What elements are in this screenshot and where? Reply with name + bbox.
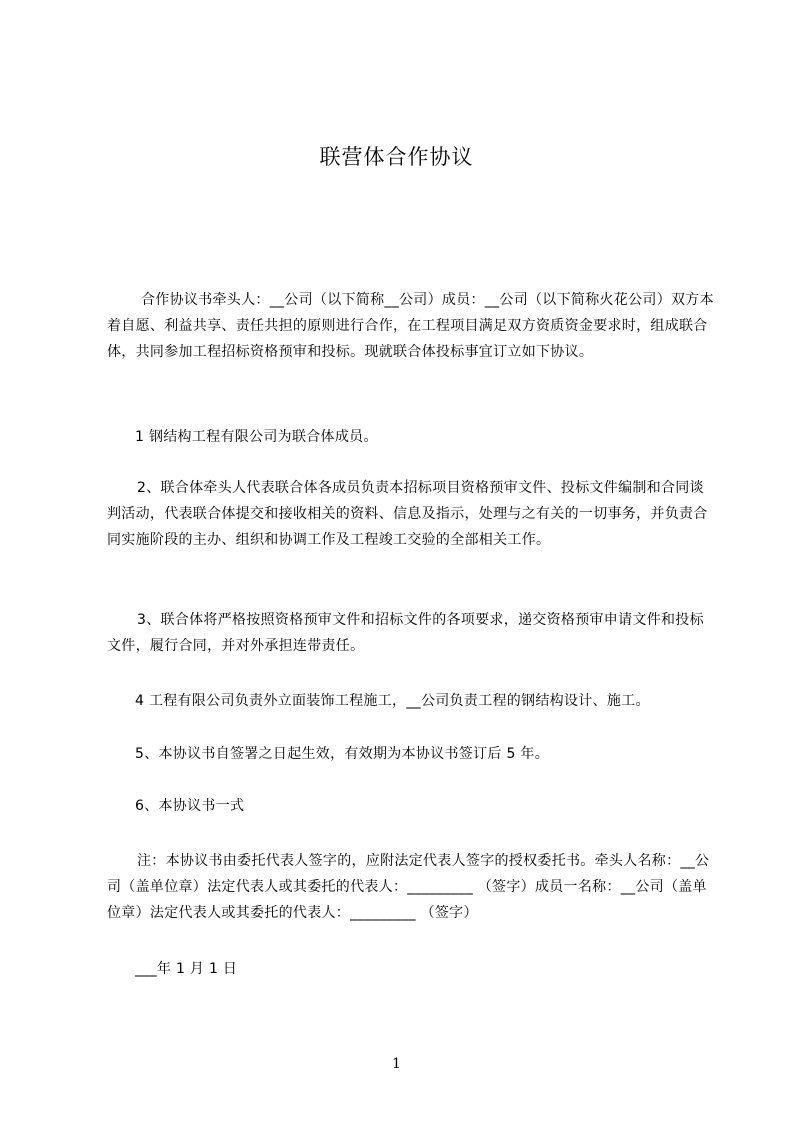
clause-5-text: 5、本协议书自签署之日起生效，有效期为本协议书签订后 5 年。 xyxy=(135,746,550,762)
clause-4-text: 4 工程有限公司负责外立面装饰工程施工，__公司负责工程的钢结构设计、施工。 xyxy=(135,693,650,709)
note-paragraph xyxy=(107,848,715,926)
clause-3 xyxy=(107,607,715,659)
signing-date-text: ___年 1 月 1 日 xyxy=(135,961,238,977)
clause-4 xyxy=(107,688,715,714)
clause-2 xyxy=(107,475,715,553)
clause-6-text: 6、本协议书一式 xyxy=(135,798,245,814)
document-title: 联营体合作协议 xyxy=(319,145,474,169)
clause-2-text: 2、联合体牵头人代表联合体各成员负责本招标项目资格预审文件、投标文件编制和合同谈判活动，代表联合体提交和接收相关的资料、信息及指示，处理与之有关的一切事务，并负责合同实施阶段的主办、组织和协调工作及工程竣工交验的全部相关工作。 xyxy=(107,480,708,548)
note-text: 注：本协议书由委托代表人签字的，应附法定代表人签字的授权委托书。牵头人名称：__公司（盖单位章）法定代表人或其委托的代表人：_________ （签字）成员一名称：__公司（盖单位章）法定代表人或其委托的代表人：_________ （签字） xyxy=(107,853,710,921)
intro-paragraph xyxy=(107,287,715,365)
clause-1-text: 1 钢结构工程有限公司为联合体成员。 xyxy=(135,429,378,445)
signing-date xyxy=(107,956,715,982)
clause-3-text: 3、联合体将严格按照资格预审文件和招标文件的各项要求，递交资格预审申请文件和投标文件，履行合同，并对外承担连带责任。 xyxy=(107,612,704,654)
clause-6 xyxy=(107,793,715,819)
page-number: 1 xyxy=(392,1056,401,1072)
clause-1 xyxy=(107,424,715,450)
intro-text: 合作协议书牵头人：__公司（以下简称__公司）成员：__公司（以下简称火花公司）双方本着自愿、利益共享、责任共担的原则进行合作，在工程项目满足双方资质资金要求时，组成联合体，共同参加工程招标资格预审和投标。现就联合体投标事宜订立如下协议。 xyxy=(107,292,714,360)
clause-5 xyxy=(107,741,715,767)
